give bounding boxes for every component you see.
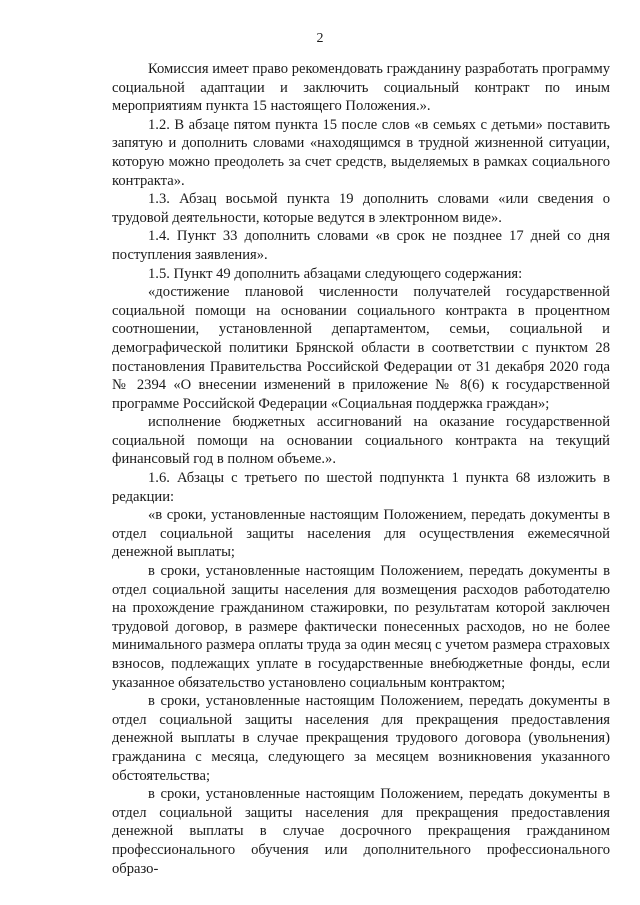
paragraph-budget-execution: исполнение бюджетных ассигнований на оказание государственной социальной помощи на основании социального контракта на текущий финансовый год в полном объеме.». xyxy=(112,414,610,468)
paragraph-item-1-4: 1.4. Пункт 33 дополнить словами «в срок не позднее 17 дней со дня поступления заявления». xyxy=(112,228,610,263)
paragraph-item-1-3: 1.3. Абзац восьмой пункта 19 дополнить словами «или сведения о трудовой деятельности, которые ведутся в электронном виде». xyxy=(112,191,610,226)
paragraph-employer-reimbursement: в сроки, установленные настоящим Положением, передать документы в отдел социальной защиты населения для возмещения расходов работодателю на прохождение гражданином стажировки, по результатам которой заключен трудовой договор, в размере фактически понесенных расходов, но не более минимального размера оплаты труда за один месяц с учетом размера страховых взносов, подлежащих уплате в государственные внебюджетные фонды, если указанное обязательство установлено социальным контрактом; xyxy=(112,563,610,691)
paragraph-training-termination: в сроки, установленные настоящим Положением, передать документы в отдел социальной защиты населения для прекращения предоставления денежной выплаты в случае досрочного прекращения гражданином профессионального обучения или дополнительного профессионального образо- xyxy=(112,786,610,877)
paragraph-commission-right: Комиссия имеет право рекомендовать гражданину разработать программу социальной адаптации и заключить социальный контракт по иным мероприятиям пункта 15 настоящего Положения.». xyxy=(112,61,610,115)
page-number: 2 xyxy=(316,31,324,46)
paragraph-item-1-2: 1.2. В абзаце пятом пункта 15 после слов «в семьях с детьми» поставить запятую и дополнить словами «находящимся в трудной жизненной ситуации, которую можно преодолеть за счет средств, выделяемых в рамках социального контракта». xyxy=(112,116,610,189)
document-body xyxy=(112,60,610,878)
paragraph-item-1-5: 1.5. Пункт 49 дополнить абзацами следующего содержания: xyxy=(148,265,523,282)
paragraph-dismissal-termination: в сроки, установленные настоящим Положением, передать документы в отдел социальной защиты населения для прекращения предоставления денежной выплаты в случае прекращения трудового договора (увольнения) гражданина с месяца, следующего за месяцем возникновения указанного обстоятельства; xyxy=(112,693,610,784)
paragraph-item-1-6: 1.6. Абзацы с третьего по шестой подпункта 1 пункта 68 изложить в редакции: xyxy=(112,470,610,505)
paragraph-monthly-payment: «в сроки, установленные настоящим Положением, передать документы в отдел социальной защиты населения для осуществления ежемесячной денежной выплаты; xyxy=(112,507,610,561)
paragraph-target-achievement: «достижение плановой численности получателей государственной социальной помощи на основании социального контракта в процентном соотношении, установленной департаментом, семьи, социальной и демографической политики Брянской области в соответствии с пунктом 28 постановления Правительства Российской Федерации от 31 декабря 2020 года № 2394 «О внесении изменений в приложение № 8(6) к государственной программе Российской Федерации «Социальная поддержка граждан»; xyxy=(112,284,610,412)
